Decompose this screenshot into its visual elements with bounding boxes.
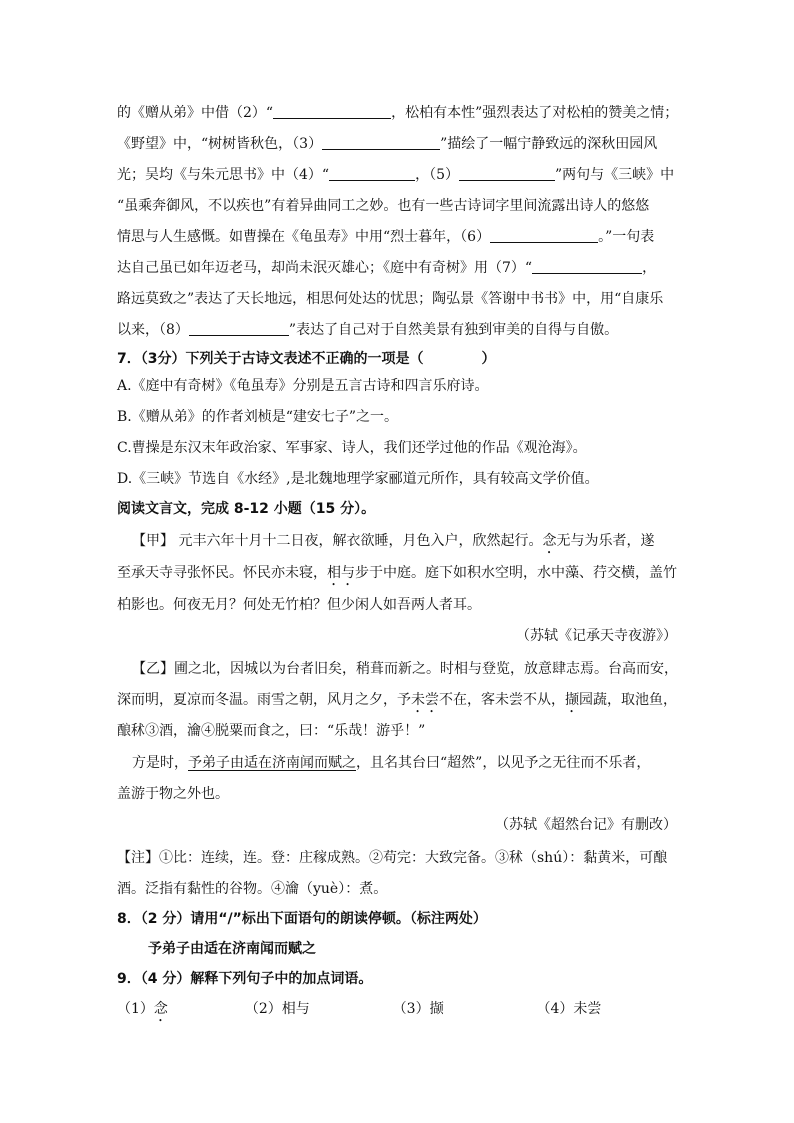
text: 无与为乐者，遂	[556, 533, 655, 549]
text: 达自己虽已如年迈老马，却尚未泯灭雄心；《庭中有奇树》用（7）“	[117, 260, 533, 276]
answer-blank-8[interactable]	[189, 321, 289, 336]
dotted-word-xiangyu: 相与	[327, 565, 355, 581]
jia-source: （苏轼《记承天寺夜游》）	[516, 628, 677, 644]
text: 《野望》中，“树树皆秋色，（3）	[117, 136, 323, 152]
text: 至承天寺寻张怀民。怀民亦未寝，	[117, 565, 327, 581]
yi-line-2	[117, 690, 677, 716]
fill-line-3	[117, 165, 677, 185]
text: ”表达了自己对于自然美景有独到审美的自得与自傲。	[288, 322, 619, 338]
fill-line-7: 路远莫致之”表达了天长地远，相思何处达的忧思；陶弘景《答谢中书书》中，用“自康乐	[117, 291, 664, 307]
q7-option-a: A.《庭中有奇树》《龟虽寿》分别是五言古诗和四言乐府诗。	[117, 378, 489, 394]
q9-stem: 9．（4 分）解释下列句子中的加点词语。	[117, 971, 373, 987]
yi-line-5: 盖游于物之外也。	[117, 786, 229, 802]
answer-blank-3[interactable]	[322, 135, 440, 150]
yi-line-3: 酿秫③酒，瀹④脱粟而食之，曰：“乐哉！游乎！”	[117, 723, 426, 739]
text: 情思与人生感慨。如曹操在《龟虽寿》中用“烈士暮年，（6）	[117, 229, 491, 245]
item-number: （2）	[244, 1001, 282, 1017]
q9-word-4: 未尝	[573, 1001, 602, 1017]
fill-line-2	[117, 134, 677, 154]
text: 深而明，夏凉而冬温。雨雪之朝，风月之夕，予	[117, 692, 411, 708]
text: ，（5）	[415, 167, 459, 183]
answer-blank-4[interactable]	[329, 166, 415, 181]
yi-line-1: 【乙】圃之北，因城以为台者旧矣，稍葺而新之。时相与登览，放意肆志焉。台高而安，	[132, 661, 678, 677]
yi-line-4	[132, 753, 677, 773]
text: ）	[481, 351, 496, 367]
text: 不在，客未尝不从，	[439, 692, 565, 708]
fill-line-4: “虽乘奔御风，不以疾也”有着异曲同工之妙。也有一些古诗词字里间流露出诗人的悠悠	[117, 198, 650, 214]
q7-option-d: D.《三峡》节选自《水经》,是北魏地理学家郦道元所作，具有较高文学价值。	[117, 471, 599, 487]
text: ”描绘了一幅宁静致远的深秋田园风	[440, 136, 658, 152]
answer-blank-6[interactable]	[490, 228, 598, 243]
text: 【甲】 元丰六年十月十二日夜，解衣欲睡，月色入户，欣然起行。	[132, 533, 543, 549]
dotted-word-nian: 念	[542, 533, 557, 549]
text: 步于中庭。庭下如积水空明，水中藻、荇交横，盖竹	[355, 565, 677, 581]
dotted-word-weichang: 未尝	[411, 692, 439, 708]
q7-stem	[117, 349, 677, 369]
note-line-1: 【注】①比：连续，连。登：庄稼成熟。②苟完：大致完备。③秫（shú）：黏黄米，可酿	[117, 850, 668, 866]
fill-line-6	[117, 258, 677, 278]
reading-heading: 阅读文言文，完成 8-12 小题（15 分）。	[117, 501, 376, 517]
text: 光；吴均《与朱元思书》中（4）“	[117, 167, 330, 183]
answer-blank-7[interactable]	[532, 259, 642, 274]
q8-sentence: 予弟子由适在济南闻而赋之	[148, 941, 316, 957]
yi-source: （苏轼《超然台记》有删改）	[495, 817, 677, 833]
answer-blank-5[interactable]	[459, 166, 555, 181]
q8-stem: 8．（2 分）请用“/”标出下面语句的朗读停顿。（标注两处）	[117, 911, 487, 927]
q9-word-1: 念	[153, 1001, 168, 1017]
text: ”两句与《三峡》中	[555, 167, 675, 183]
text: ，且名其台曰“超然”，以见予之无往而不乐者，	[356, 755, 651, 771]
text: ，松柏有本性”强烈表达了对松柏的赞美之情；	[391, 105, 679, 121]
jia-line-2	[117, 563, 677, 589]
answer-blank-2[interactable]	[273, 104, 391, 119]
text: 园蔬，取池鱼，	[579, 692, 677, 708]
fill-line-5	[117, 227, 677, 247]
q9-items	[117, 999, 677, 1025]
jia-line-1	[132, 531, 677, 557]
text: 以来，（8）	[117, 322, 189, 338]
text: ，	[642, 260, 657, 276]
underlined-sentence: 予弟子由适在济南闻而赋之	[188, 755, 356, 771]
q7-option-b: B.《赠从弟》的作者刘桢是“建安七子”之一。	[117, 409, 399, 425]
item-number: （4）	[536, 1001, 574, 1017]
item-number: （1）	[117, 1001, 154, 1017]
text: 方是时，	[132, 755, 188, 771]
jia-line-3: 柏影也。何夜无月？何处无竹柏？但少闲人如吾两人者耳。	[117, 597, 481, 613]
q9-word-2: 相与	[281, 1001, 310, 1017]
q9-word-3: 撷	[429, 1001, 444, 1017]
text: 的《赠从弟》中借（2）“	[117, 105, 274, 121]
dotted-word-xie: 撷	[565, 692, 579, 708]
text: 7．（3分）下列关于古诗文表述不正确的一项是（	[117, 351, 424, 367]
fill-line-1	[117, 103, 677, 123]
fill-line-8	[117, 320, 677, 340]
q7-option-c: C.曹操是东汉末年政治家、军事家、诗人，我们还学过他的作品《观沧海》。	[117, 440, 587, 456]
note-line-2: 酒。泛指有黏性的谷物。④瀹（yuè）：煮。	[117, 881, 388, 897]
item-number: （3）	[392, 1001, 430, 1017]
text: 。”一句表	[598, 229, 655, 245]
